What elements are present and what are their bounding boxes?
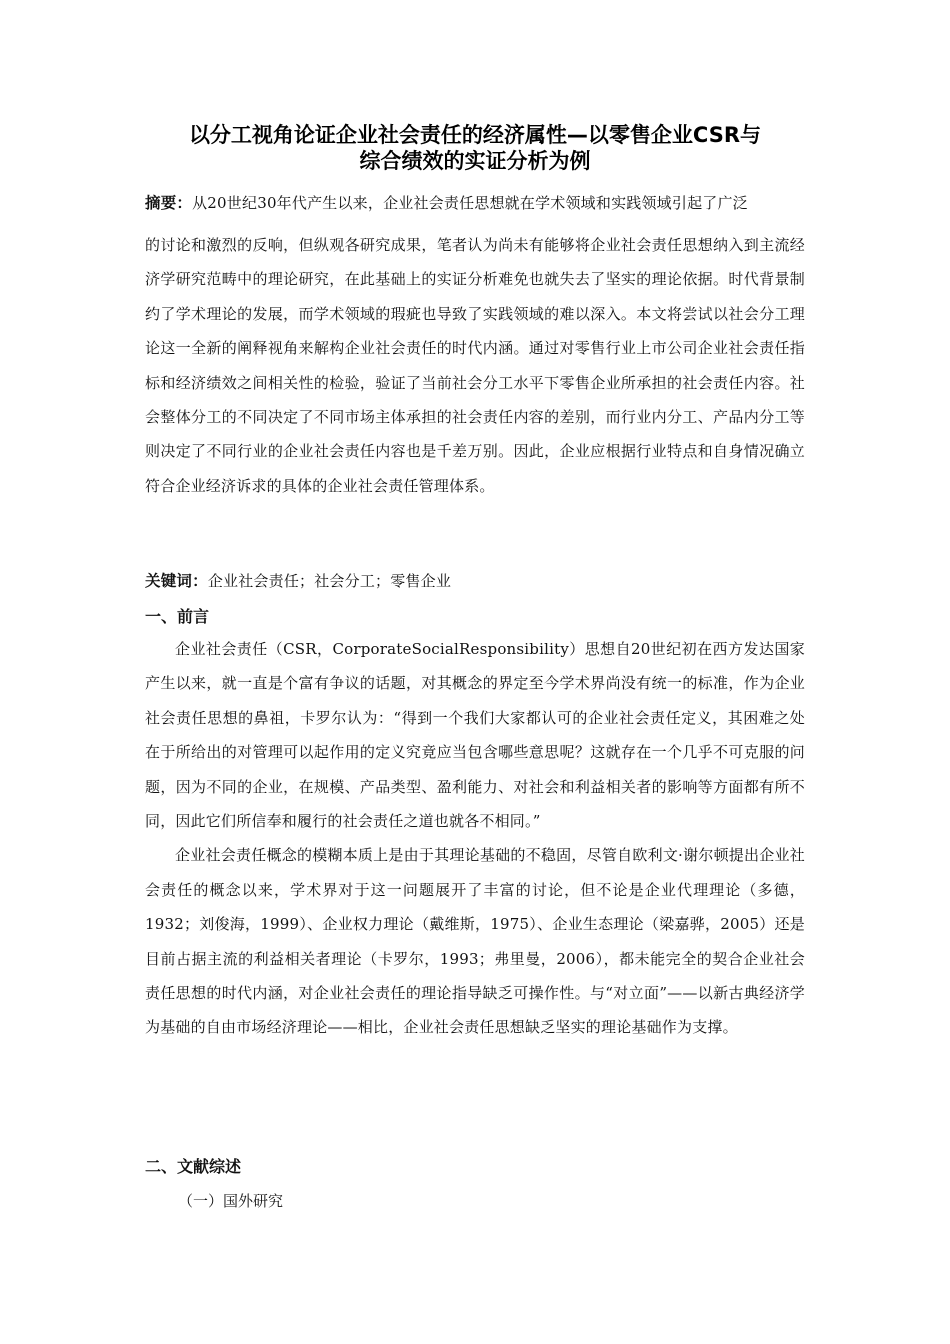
keywords-line <box>145 564 805 598</box>
abstract-text: 的讨论和激烈的反响，但纵观各研究成果，笔者认为尚未有能够将企业社会责任思想纳入到主流经济学研究范畴中的理论研究，在此基础上的实证分析难免也就失去了坚实的理论依据。时代背景制约了学术理论的发展，而学术领域的瑕疵也导致了实践领域的难以深入。本文将尝试以社会分工理论这一全新的阐释视角来解构企业社会责任的时代内涵。通过对零售行业上市公司企业社会责任指标和经济绩效之间相关性的检验，验证了当前社会分工水平下零售企业所承担的社会责任内容。社会整体分工的不同决定了不同市场主体承担的社会责任内容的差别，而行业内分工、产品内分工等则决定了不同行业的企业社会责任内容也是千差万别。因此，企业应根据行业特点和自身情况确立符合企业经济诉求的具体的企业社会责任管理体系。 <box>145 236 805 495</box>
section1-paragraph-2: 企业社会责任概念的模糊本质上是由于其理论基础的不稳固，尽管自欧利文·谢尔顿提出企业社会责任的概念以来，学术界对于这一问题展开了丰富的讨论，但不论是企业代理理论（多德，1932；刘俊海，1999）、企业权力理论（戴维斯，1975）、企业生态理论（梁嘉骅，2005）还是目前占据主流的利益相关者理论（卡罗尔，1993；弗里曼，2006），都未能完全的契合企业社会责任思想的时代内涵，对企业社会责任的理论指导缺乏可操作性。与“对立面”——以新古典经济学为基础的自由市场经济理论——相比，企业社会责任思想缺乏坚实的理论基础作为支撑。 <box>145 846 805 1037</box>
section1-body <box>145 632 805 1045</box>
document-title <box>100 122 850 174</box>
abstract-body <box>145 228 805 503</box>
keywords-label: 关键词： <box>145 572 208 590</box>
section-heading-literature-review: 二、文献综述 <box>145 1157 242 1176</box>
keywords-text: 企业社会责任；社会分工；零售企业 <box>207 572 452 590</box>
title-line-2: 综合绩效的实证分析为例 <box>359 149 591 173</box>
title-line-1: 以分工视角论证企业社会责任的经济属性—以零售企业CSR与 <box>188 123 762 147</box>
section1-paragraph-1: 企业社会责任（CSR，CorporateSocialResponsibility）思想自20世纪初在西方发达国家产生以来，就一直是个富有争议的话题，对其概念的界定至今学术界尚没有统一的标准，作为企业社会责任思想的鼻祖，卡罗尔认为：“得到一个我们大家都认可的企业社会责任定义，其困难之处在于所给出的对管理可以起作用的定义究竟应当包含哪些意思呢？这就存在一个几乎不可克服的问题，因为不同的企业，在规模、产品类型、盈利能力、对社会和利益相关者的影响等方面都有所不同，因此它们所信奉和履行的社会责任之道也就各不相同。” <box>145 640 805 831</box>
abstract-label: 摘要 <box>145 194 177 212</box>
section-heading-introduction: 一、前言 <box>145 607 210 626</box>
subsection-heading-foreign-research: （一）国外研究 <box>178 1192 284 1210</box>
abstract-first-text: 从20世纪30年代产生以来，企业社会责任思想就在学术领域和实践领域引起了广泛 <box>192 194 748 212</box>
abstract-first-line <box>145 186 805 220</box>
abstract-colon: ： <box>176 194 193 212</box>
